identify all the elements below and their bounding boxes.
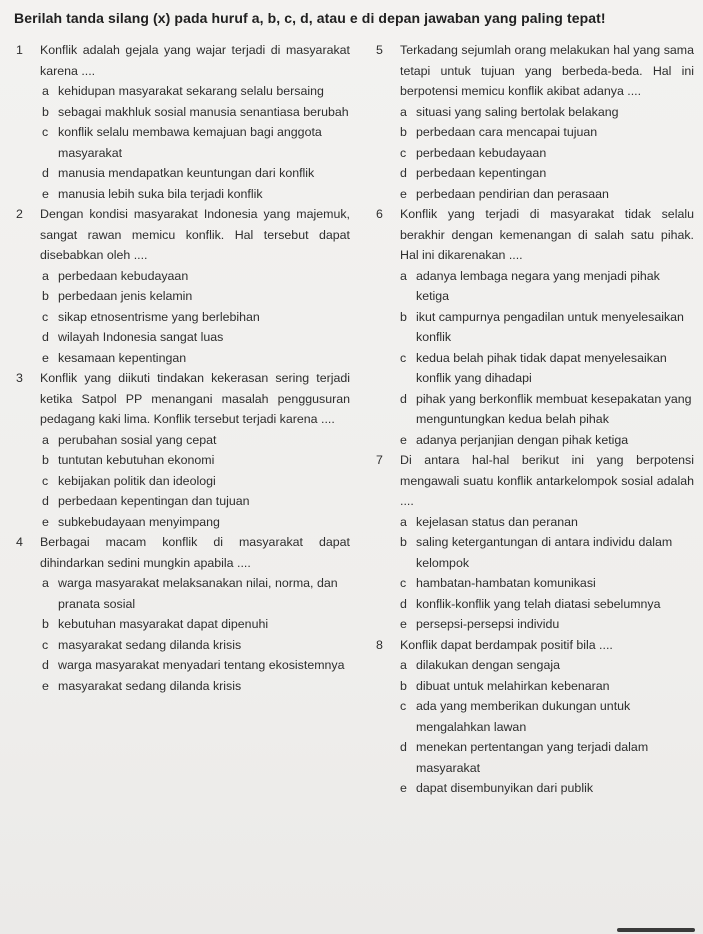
option-letter: c	[42, 309, 49, 324]
option-d[interactable]	[42, 491, 350, 512]
option-a[interactable]	[42, 430, 350, 451]
question-number: 7	[376, 453, 383, 467]
option-letter: d	[42, 494, 49, 508]
option-text: adanya perjanjian dengan pihak ketiga	[416, 432, 629, 447]
option-letter: d	[400, 740, 407, 754]
option-e[interactable]	[42, 512, 350, 533]
option-text: kebijakan politik dan ideologi	[58, 473, 216, 488]
option-text: dibuat untuk melahirkan kebenaran	[416, 678, 610, 693]
option-b[interactable]	[400, 307, 694, 348]
option-text: kehidupan masyarakat sekarang selalu bersaing	[58, 84, 324, 98]
option-text: perbedaan kebudayaan	[58, 268, 189, 283]
option-c[interactable]	[400, 143, 694, 164]
question-1	[16, 40, 350, 204]
option-text: perubahan sosial yang cepat	[58, 432, 217, 447]
option-letter: c	[42, 473, 49, 488]
question-3	[16, 368, 350, 532]
question-text: Di antara hal-hal berikut ini yang berpotensi mengawali suatu konflik antarkelompok sosial adalah ....	[400, 453, 694, 508]
option-e[interactable]	[400, 614, 694, 635]
option-letter: c	[400, 576, 407, 590]
option-e[interactable]	[400, 778, 694, 799]
option-text: menekan pertentangan yang terjadi dalam masyarakat	[416, 740, 649, 775]
option-letter: a	[42, 268, 49, 283]
option-a[interactable]	[400, 512, 694, 533]
option-text: hambatan-hambatan komunikasi	[416, 576, 596, 590]
option-letter: e	[42, 350, 49, 365]
option-b[interactable]	[42, 102, 350, 123]
option-text: perbedaan jenis kelamin	[58, 289, 193, 303]
option-c[interactable]	[42, 307, 350, 328]
option-text: situasi yang saling bertolak belakang	[416, 104, 619, 119]
option-text: sebagai makhluk sosial manusia senantiasa berubah	[58, 104, 349, 119]
option-a[interactable]	[42, 266, 350, 287]
option-letter: e	[42, 514, 49, 529]
option-letter: a	[42, 576, 49, 590]
option-letter: e	[400, 617, 407, 631]
option-text: persepsi-persepsi individu	[416, 617, 560, 631]
question-text: Konflik dapat berdampak positif bila ....	[400, 637, 613, 652]
option-letter: c	[400, 145, 407, 160]
option-text: warga masyarakat menyadari tentang ekosistemnya	[58, 658, 345, 672]
option-a[interactable]	[400, 266, 694, 307]
question-8	[376, 635, 694, 799]
option-a[interactable]	[400, 655, 694, 676]
question-number: 6	[376, 207, 383, 221]
option-text: subkebudayaan menyimpang	[58, 514, 220, 529]
option-letter: a	[42, 84, 49, 98]
option-letter: a	[400, 514, 407, 529]
option-text: sikap etnosentrisme yang berlebihan	[58, 309, 260, 324]
option-letter: b	[400, 535, 407, 549]
option-letter: c	[42, 125, 49, 139]
option-letter: e	[400, 432, 407, 447]
option-d[interactable]	[400, 389, 694, 430]
page-edge-bar	[617, 928, 695, 932]
question-7	[376, 450, 694, 635]
option-a[interactable]	[42, 81, 350, 102]
option-text: perbedaan pendirian dan perasaan	[416, 186, 609, 201]
option-letter: e	[42, 678, 49, 693]
option-d[interactable]	[400, 737, 694, 778]
option-d[interactable]	[400, 163, 694, 184]
option-letter: a	[400, 268, 407, 283]
option-e[interactable]	[42, 184, 350, 205]
option-letter: e	[400, 186, 407, 201]
option-e[interactable]	[42, 676, 350, 697]
option-letter: a	[400, 104, 407, 119]
option-text: kebutuhan masyarakat dapat dipenuhi	[58, 617, 269, 631]
option-e[interactable]	[42, 348, 350, 369]
option-text: konflik-konflik yang telah diatasi sebelumnya	[416, 596, 661, 611]
right-column	[376, 40, 694, 799]
option-letter: e	[400, 781, 407, 795]
option-d[interactable]	[42, 655, 350, 676]
question-number: 3	[16, 371, 23, 385]
option-b[interactable]	[42, 450, 350, 471]
option-letter: d	[42, 658, 49, 672]
option-text: wilayah Indonesia sangat luas	[58, 330, 224, 344]
option-letter: d	[42, 330, 49, 344]
option-letter: d	[400, 391, 407, 406]
question-6	[376, 204, 694, 450]
option-letter: b	[42, 104, 49, 119]
option-text: masyarakat sedang dilanda krisis	[58, 678, 242, 693]
option-text: tuntutan kebutuhan ekonomi	[58, 453, 215, 467]
option-letter: c	[400, 350, 407, 365]
question-5	[376, 40, 694, 204]
option-c[interactable]	[400, 696, 694, 737]
option-text: perbedaan kebudayaan	[416, 145, 547, 160]
option-text: kesamaan kepentingan	[58, 350, 187, 365]
option-text: kejelasan status dan peranan	[416, 514, 578, 529]
option-text: kedua belah pihak tidak dapat menyelesaikan konflik yang dihadapi	[416, 350, 667, 385]
option-text: dilakukan dengan sengaja	[416, 658, 560, 672]
question-4	[16, 532, 350, 696]
option-letter: a	[400, 658, 407, 672]
question-text: Terkadang sejumlah orang melakukan hal yang sama tetapi untuk tujuan yang berbeda-beda. Hal ini berpotensi memicu konflik akibat adanya ....	[400, 43, 694, 98]
question-text: Konflik yang diikuti tindakan kekerasan sering terjadi ketika Satpol PP menangani masalah penggusuran pedagang kaki lima. Konflik tersebut terjadi karena ....	[40, 371, 350, 426]
option-text: perbedaan kepentingan	[416, 166, 547, 180]
option-text: perbedaan kepentingan dan tujuan	[58, 494, 250, 508]
option-c[interactable]	[42, 635, 350, 656]
option-letter: b	[42, 617, 49, 631]
option-letter: d	[400, 596, 407, 611]
option-text: masyarakat sedang dilanda krisis	[58, 637, 242, 652]
option-text: adanya lembaga negara yang menjadi pihak ketiga	[416, 268, 660, 303]
option-letter: c	[42, 637, 49, 652]
option-text: konflik selalu membawa kemajuan bagi anggota masyarakat	[58, 125, 322, 160]
left-column	[16, 40, 350, 696]
option-letter: e	[42, 186, 49, 201]
option-text: manusia mendapatkan keuntungan dari konflik	[58, 166, 315, 180]
question-text: Dengan kondisi masyarakat Indonesia yang majemuk, sangat rawan memicu konflik. Hal tersebut dapat disebabkan oleh ....	[40, 207, 350, 262]
question-number: 1	[16, 43, 23, 57]
question-text: Berbagai macam konflik di masyarakat dapat dihindarkan sedini mungkin apabila ....	[40, 535, 350, 570]
option-d[interactable]	[42, 327, 350, 348]
option-letter: c	[400, 699, 407, 713]
option-a[interactable]	[400, 102, 694, 123]
option-letter: b	[42, 453, 49, 467]
option-text: saling ketergantungan di antara individu dalam kelompok	[416, 535, 673, 570]
option-c[interactable]	[400, 573, 694, 594]
option-text: dapat disembunyikan dari publik	[416, 781, 594, 795]
question-2	[16, 204, 350, 368]
option-b[interactable]	[42, 286, 350, 307]
option-c[interactable]	[42, 471, 350, 492]
option-b[interactable]	[400, 122, 694, 143]
option-text: perbedaan cara mencapai tujuan	[416, 125, 598, 139]
instruction-heading: Berilah tanda silang (x) pada huruf a, b, c, d, atau e di depan jawaban yang paling tepat!	[14, 10, 606, 26]
option-text: pihak yang berkonflik membuat kesepakatan yang menguntungkan kedua belah pihak	[416, 391, 692, 426]
question-number: 8	[376, 637, 383, 652]
option-d[interactable]	[42, 163, 350, 184]
question-number: 4	[16, 535, 23, 549]
option-e[interactable]	[400, 184, 694, 205]
question-number: 5	[376, 43, 383, 57]
option-letter: b	[400, 309, 407, 324]
question-text: Konflik yang terjadi di masyarakat tidak selalu berakhir dengan kemenangan di salah satu pihak. Hal ini dikarenakan ....	[400, 207, 694, 262]
option-letter: d	[400, 166, 407, 180]
option-text: ikut campurnya pengadilan untuk menyelesaikan konflik	[416, 309, 684, 344]
option-c[interactable]	[400, 348, 694, 389]
option-letter: a	[42, 432, 49, 447]
option-text: manusia lebih suka bila terjadi konflik	[58, 186, 263, 201]
option-letter: b	[42, 289, 49, 303]
option-text: ada yang memberikan dukungan untuk mengalahkan lawan	[416, 699, 631, 734]
option-letter: b	[400, 678, 407, 693]
option-a[interactable]	[42, 573, 350, 614]
option-letter: d	[42, 166, 49, 180]
option-b[interactable]	[400, 532, 694, 573]
option-d[interactable]	[400, 594, 694, 615]
question-text: Konflik adalah gejala yang wajar terjadi di masyarakat karena ....	[40, 43, 350, 78]
question-number: 2	[16, 207, 23, 221]
option-c[interactable]	[42, 122, 350, 163]
option-b[interactable]	[42, 614, 350, 635]
option-text: warga masyarakat melaksanakan nilai, norma, dan pranata sosial	[58, 576, 338, 611]
option-e[interactable]	[400, 430, 694, 451]
option-letter: b	[400, 125, 407, 139]
option-b[interactable]	[400, 676, 694, 697]
